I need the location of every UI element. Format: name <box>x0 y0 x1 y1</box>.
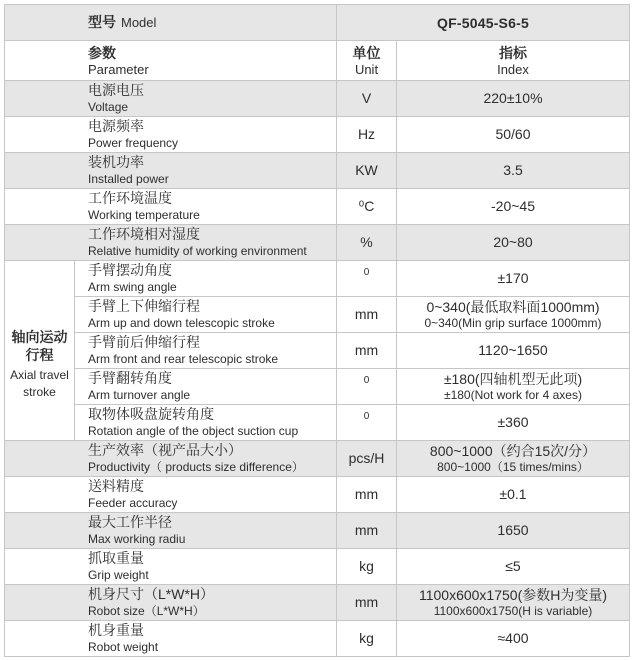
param-name-en: Arm up and down telescopic stroke <box>88 316 275 330</box>
unit-value: KW <box>355 162 378 178</box>
index-value: -20~45 <box>491 198 535 214</box>
model-label-cell <box>5 5 337 41</box>
index-value: 50/60 <box>495 126 531 142</box>
param-cell <box>5 189 337 225</box>
index-note: 1100x600x1750(H is variable) <box>433 603 593 618</box>
index-cell <box>397 405 630 441</box>
param-name-en: Productivity（ products size difference） <box>88 460 304 474</box>
index-value: 1100x600x1750(参数H为变量) <box>418 586 608 603</box>
index-cell <box>397 81 630 117</box>
unit-value: kg <box>359 558 374 574</box>
param-name-en: Working temperature <box>88 208 200 222</box>
unit-cell <box>337 585 397 621</box>
param-name-en: Power frequency <box>88 136 179 150</box>
param-cell <box>75 369 337 405</box>
unit-cell <box>337 225 397 261</box>
index-header-cell <box>397 41 630 81</box>
unit-cell <box>337 81 397 117</box>
param-cell <box>5 441 337 477</box>
unit-cell <box>337 477 397 513</box>
param-name-en: Feeder accuracy <box>88 496 178 510</box>
param-name-en: Robot size（L*W*H） <box>88 604 205 618</box>
model-label-en: Model <box>121 15 157 30</box>
index-value: ±170 <box>497 270 529 286</box>
index-value: 20~80 <box>493 234 533 250</box>
param-cell <box>75 297 337 333</box>
param-name-cn: 生产效率（视产品大小） <box>88 442 242 458</box>
unit-cell <box>337 441 397 477</box>
unit-value: ⁰C <box>358 198 375 214</box>
param-name-cn: 取物体吸盘旋转角度 <box>88 406 214 422</box>
index-cell <box>397 225 630 261</box>
index-cell <box>397 261 630 297</box>
index-cell <box>397 477 630 513</box>
unit-value: V <box>361 90 372 106</box>
index-value: 220±10% <box>483 90 543 106</box>
param-cell <box>75 261 337 297</box>
param-name-en: Grip weight <box>88 568 149 582</box>
model-value: QF-5045-S6-5 <box>437 14 529 31</box>
parameter-header-en: Parameter <box>88 61 149 77</box>
unit-cell <box>337 549 397 585</box>
param-name-cn: 手臂翻转角度 <box>88 370 172 386</box>
param-cell <box>5 513 337 549</box>
unit-header-cell <box>337 41 397 81</box>
index-cell <box>397 153 630 189</box>
unit-value: mm <box>354 306 379 322</box>
model-value-cell <box>337 5 630 41</box>
unit-header-en: Unit <box>354 61 379 77</box>
unit-value: 0 <box>363 374 370 386</box>
unit-value: mm <box>354 594 379 610</box>
parameter-header-cn: 参数 <box>88 44 116 61</box>
unit-cell <box>337 117 397 153</box>
unit-value: 0 <box>363 410 370 422</box>
index-header-cn: 指标 <box>499 44 527 61</box>
index-value: ≈400 <box>497 630 529 646</box>
unit-value: kg <box>359 630 374 646</box>
index-cell <box>397 513 630 549</box>
unit-cell <box>337 297 397 333</box>
unit-cell <box>337 153 397 189</box>
param-cell <box>5 477 337 513</box>
param-cell <box>75 333 337 369</box>
index-cell <box>397 441 630 477</box>
unit-value: 0 <box>363 266 370 278</box>
index-cell <box>397 585 630 621</box>
unit-cell <box>337 621 397 657</box>
parameter-header-cell <box>5 41 337 81</box>
param-name-en: Installed power <box>88 172 169 186</box>
index-value: ≤5 <box>505 558 521 574</box>
param-name-cn: 手臂上下伸缩行程 <box>88 298 200 314</box>
index-cell <box>397 333 630 369</box>
index-value: 800~1000（约合15次/分） <box>429 442 597 459</box>
unit-value: pcs/H <box>348 450 385 466</box>
unit-header-cn: 单位 <box>352 44 381 61</box>
param-name-cn: 电源电压 <box>88 82 144 98</box>
index-cell <box>397 297 630 333</box>
index-value: ±180(四轴机型无此项) <box>443 370 583 387</box>
param-name-en: Relative humidity of working environment <box>88 244 307 258</box>
index-note: 0~340(Min grip surface 1000mm) <box>424 315 602 330</box>
param-name-en: Arm front and rear telescopic stroke <box>88 352 279 366</box>
param-cell <box>5 585 337 621</box>
param-name-cn: 装机功率 <box>88 154 144 170</box>
param-name-en: Arm swing angle <box>88 280 177 294</box>
param-cell <box>5 117 337 153</box>
param-name-cn: 机身重量 <box>88 622 144 638</box>
param-name-en: Max working radiu <box>88 532 186 546</box>
index-value: ±0.1 <box>499 486 527 502</box>
unit-cell <box>337 369 397 405</box>
index-cell <box>397 117 630 153</box>
unit-value: Hz <box>357 126 376 142</box>
unit-value: mm <box>354 342 379 358</box>
group-label-en: Axial travel stroke <box>10 368 69 399</box>
param-name-en: Voltage <box>88 100 129 114</box>
param-name-en: Robot weight <box>88 640 159 654</box>
param-cell <box>75 405 337 441</box>
group-label-cn: 轴向运动行程 <box>11 329 68 363</box>
param-name-cn: 工作环境温度 <box>88 190 172 206</box>
unit-cell <box>337 333 397 369</box>
index-value: 3.5 <box>503 162 523 178</box>
unit-value: % <box>360 234 373 250</box>
param-cell <box>5 81 337 117</box>
unit-cell <box>337 513 397 549</box>
index-value: ±360 <box>497 414 529 430</box>
param-name-cn: 抓取重量 <box>88 550 144 566</box>
param-cell <box>5 225 337 261</box>
index-value: 0~340(最低取料面1000mm) <box>426 298 600 315</box>
param-name-cn: 最大工作半径 <box>88 514 172 530</box>
model-label <box>88 13 156 32</box>
param-name-cn: 手臂前后伸缩行程 <box>88 334 200 350</box>
spec-table <box>4 4 630 657</box>
param-name-cn: 机身尺寸（L*W*H） <box>88 586 215 602</box>
unit-value: mm <box>354 486 379 502</box>
param-name-cn: 手臂摆动角度 <box>88 262 172 278</box>
param-cell <box>5 621 337 657</box>
param-name-en: Arm turnover angle <box>88 388 191 402</box>
param-name-cn: 电源频率 <box>88 118 144 134</box>
param-name-cn: 工作环境相对湿度 <box>88 226 200 242</box>
index-value: 1120~1650 <box>478 342 548 358</box>
index-cell <box>397 549 630 585</box>
index-cell <box>397 189 630 225</box>
index-value: 1650 <box>497 522 529 538</box>
group-label-cell <box>5 261 75 441</box>
param-cell <box>5 549 337 585</box>
param-cell <box>5 153 337 189</box>
param-name-cn: 送料精度 <box>88 478 144 494</box>
index-header-en: Index <box>497 61 529 77</box>
unit-cell <box>337 405 397 441</box>
index-cell <box>397 369 630 405</box>
index-cell <box>397 621 630 657</box>
index-note: 800~1000（15 times/mins） <box>437 459 589 474</box>
unit-value: mm <box>354 522 379 538</box>
unit-cell <box>337 189 397 225</box>
model-label-cn: 型号 <box>88 14 116 30</box>
index-note: ±180(Not work for 4 axes) <box>444 387 582 402</box>
param-name-en: Rotation angle of the object suction cup <box>88 424 299 438</box>
unit-cell <box>337 261 397 297</box>
